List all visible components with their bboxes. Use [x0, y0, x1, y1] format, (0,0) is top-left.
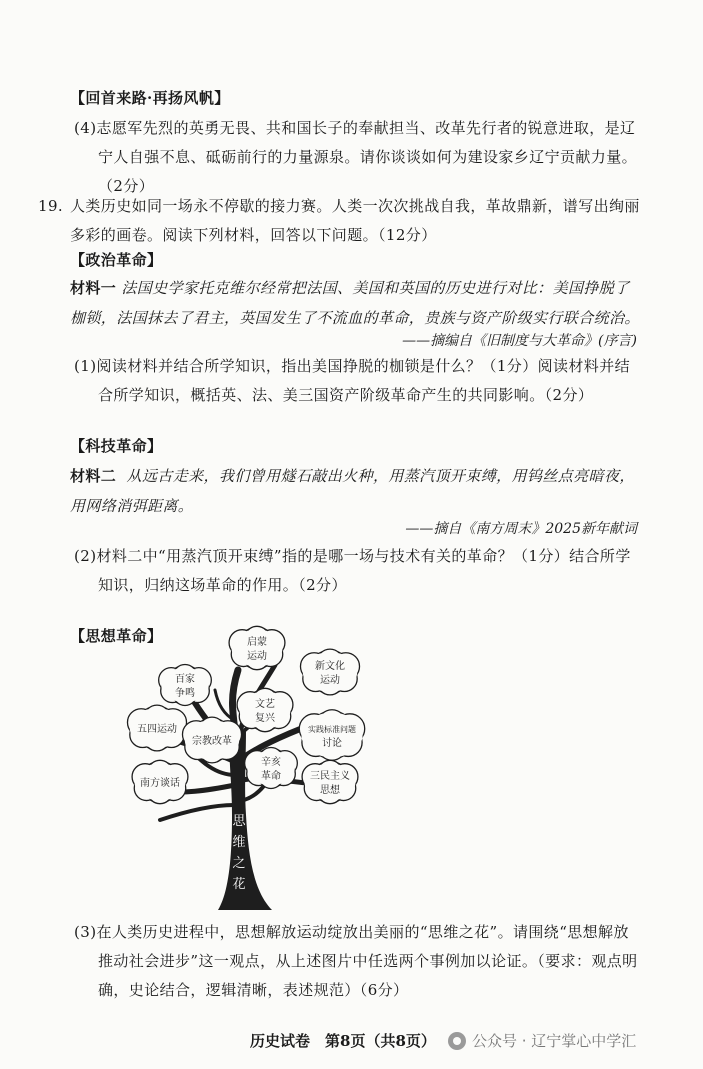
- question-4-number: (4): [74, 119, 97, 137]
- question-19-2-text: 材料二中“用蒸汽顶开束缚”指的是哪一场与技术有关的革命？（1分）结合所学知识，归纳这场革命的作用。（2分）: [96, 547, 631, 594]
- tree-bubble: [229, 626, 285, 669]
- question-19-2: [70, 542, 643, 600]
- wechat-icon: [448, 1032, 466, 1050]
- question-19-intro: [38, 192, 643, 250]
- thought-tree-figure: [120, 610, 380, 915]
- section-heading-huishou: 【回首来路·再扬风帆】: [70, 89, 230, 107]
- tree-bubble-label: 复兴: [255, 713, 275, 724]
- material-2-label: 材料二: [70, 467, 117, 485]
- section-heading-thought: 【思想革命】: [70, 627, 163, 645]
- watermark-text: 公众号 · 辽宁掌心中学汇: [472, 1032, 637, 1050]
- trunk-label-char: 思: [232, 814, 246, 829]
- tree-bubble-label: 讨论: [322, 738, 342, 749]
- question-19-3: [70, 918, 643, 1005]
- question-19-3-text: 在人类历史进程中，思想解放运动绽放出美丽的“思维之花”。请围绕“思想解放推动社会进步”这一观点，从上述图片中任选两个事例加以论证。（要求：观点明确，史论结合，逻辑清晰，表述规范）（6分）: [96, 923, 638, 999]
- tree-bubble-label: 文艺: [255, 699, 275, 710]
- tree-bubble-label: 辛亥: [261, 757, 281, 768]
- material-1-source: ——摘编自《旧制度与大革命》(序言): [402, 333, 637, 349]
- material-1-label: 材料一: [70, 279, 117, 297]
- question-19-number: 19.: [38, 197, 64, 215]
- tree-bubble: [245, 747, 298, 788]
- tree-bubble-label: 运动: [247, 651, 267, 662]
- tree-bubble-label: 南方谈话: [140, 778, 180, 789]
- tree-bubble-label: 争鸣: [175, 688, 195, 699]
- section-heading-political: 【政治革命】: [70, 251, 163, 269]
- tree-bubble-label: 运动: [320, 675, 340, 686]
- question-19-1-number: (1): [74, 357, 97, 375]
- question-19-1: [70, 352, 643, 410]
- tree-bubble: [302, 760, 358, 803]
- trunk-label-char: 维: [232, 835, 246, 850]
- tree-bubble: [127, 705, 186, 751]
- watermark: [448, 1030, 636, 1051]
- question-19-2-number: (2): [74, 547, 97, 565]
- tree-bubble: [300, 649, 359, 695]
- question-19-3-number: (3): [74, 923, 97, 941]
- question-4: [70, 114, 643, 201]
- tree-bubble-label: 实践标准问题: [308, 725, 356, 734]
- material-1-text: 法国史学家托克维尔经常把法国、美国和英国的历史进行对比：美国挣脱了枷锁，法国抹去了君主，英国发生了不流血的革命，贵族与资产阶级实行联合统治。: [70, 281, 640, 327]
- material-2-source: ——摘自《南方周末》2025新年献词: [405, 521, 637, 537]
- tree-bubble-label: 思想: [320, 785, 340, 796]
- material-2: [70, 462, 643, 522]
- tree-bubble: [132, 760, 188, 803]
- trunk-label-char: 花: [232, 877, 246, 892]
- tree-bubble-label: 革命: [261, 771, 281, 782]
- tree-bubble-label: 宗教改革: [192, 736, 232, 747]
- tree-bubble-label: 五四运动: [137, 724, 177, 735]
- section-heading-tech: 【科技革命】: [70, 437, 163, 455]
- tree-bubble: [159, 664, 212, 705]
- tree-bubble: [182, 717, 241, 763]
- tree-bubble: [237, 688, 293, 731]
- question-19-1-text: 阅读材料并结合所学知识，指出美国挣脱的枷锁是什么？（1分）阅读材料并结合所学知识，概括英、法、美三国资产阶级革命产生的共同影响。（2分）: [96, 357, 630, 404]
- question-4-text: 志愿军先烈的英勇无畏、共和国长子的奉献担当、改革先行者的锐意进取，是辽宁人自强不息、砥砺前行的力量源泉。请你谈谈如何为建设家乡辽宁贡献力量。（2分）: [96, 119, 638, 195]
- tree-bubble-label: 三民主义: [310, 771, 350, 782]
- tree-bubble: [299, 710, 364, 760]
- page-footer: 历史试卷 第8页（共8页）: [250, 1032, 436, 1050]
- material-1: [70, 274, 643, 334]
- question-19-intro-text: 人类历史如同一场永不停歇的接力赛。人类一次次挑战自我，革故鼎新，谱写出绚丽多彩的画卷。阅读下列材料，回答以下问题。（12分）: [70, 197, 640, 244]
- material-2-text: 从远古走来，我们曾用燧石敲出火种，用蒸汽顶开束缚，用钨丝点亮暗夜，用网络消弭距离。: [70, 469, 635, 515]
- tree-bubble-label: 新文化: [315, 661, 345, 672]
- trunk-label-char: 之: [232, 856, 246, 871]
- tree-bubble-label: 启蒙: [247, 637, 267, 648]
- tree-bubble-label: 百家: [175, 674, 195, 685]
